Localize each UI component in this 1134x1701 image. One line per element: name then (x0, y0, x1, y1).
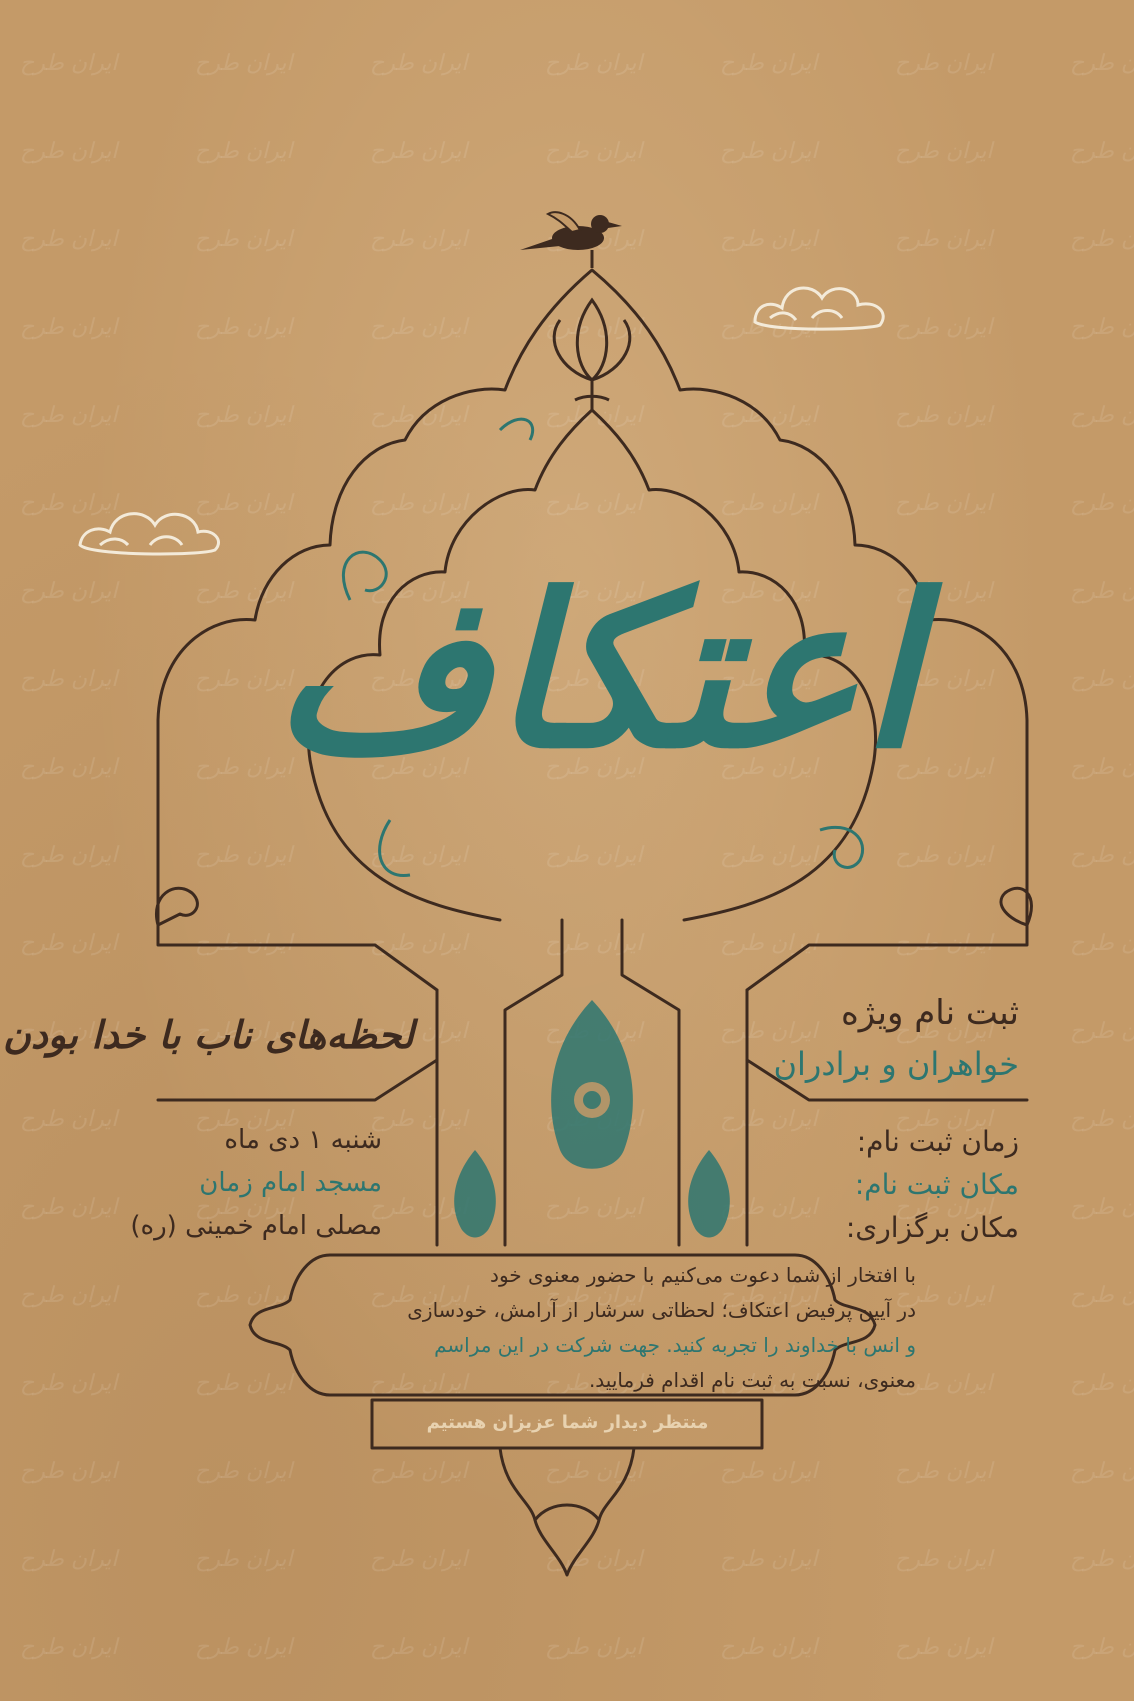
closing-text: منتظر دیدار شما عزیزان هستیم (426, 1412, 709, 1433)
registration-heading: ثبت نام ویژه (840, 993, 1019, 1033)
venue-label: مکان برگزاری: (845, 1211, 1019, 1244)
event-venue: مصلی امام خمینی (ره) (130, 1211, 382, 1241)
registration-place: مسجد امام زمان (199, 1168, 382, 1198)
invitation-line: و انس با خداوند را تجربه کنید. جهت شرکت در این مراسم (434, 1333, 916, 1357)
registration-time-label: زمان ثبت نام: (856, 1125, 1019, 1158)
invitation-line: با افتخار از شما دعوت می‌کنیم با حضور معنوی خود (490, 1263, 916, 1287)
event-date: شنبه ۱ دی ماه (224, 1125, 382, 1155)
subtitle: لحظه‌های ناب با خدا بودن (2, 1013, 414, 1057)
invitation-line: معنوی، نسبت به ثبت نام اقدام فرمایید. (588, 1368, 916, 1392)
registration-place-label: مکان ثبت نام: (854, 1168, 1019, 1201)
page-title: اعتکاف (273, 548, 919, 795)
invitation-line: در آیین پرفیض اعتکاف؛ لحظاتی سرشار از آرامش، خودسازی (407, 1298, 916, 1322)
registration-audience: خواهران و برادران (773, 1045, 1019, 1083)
